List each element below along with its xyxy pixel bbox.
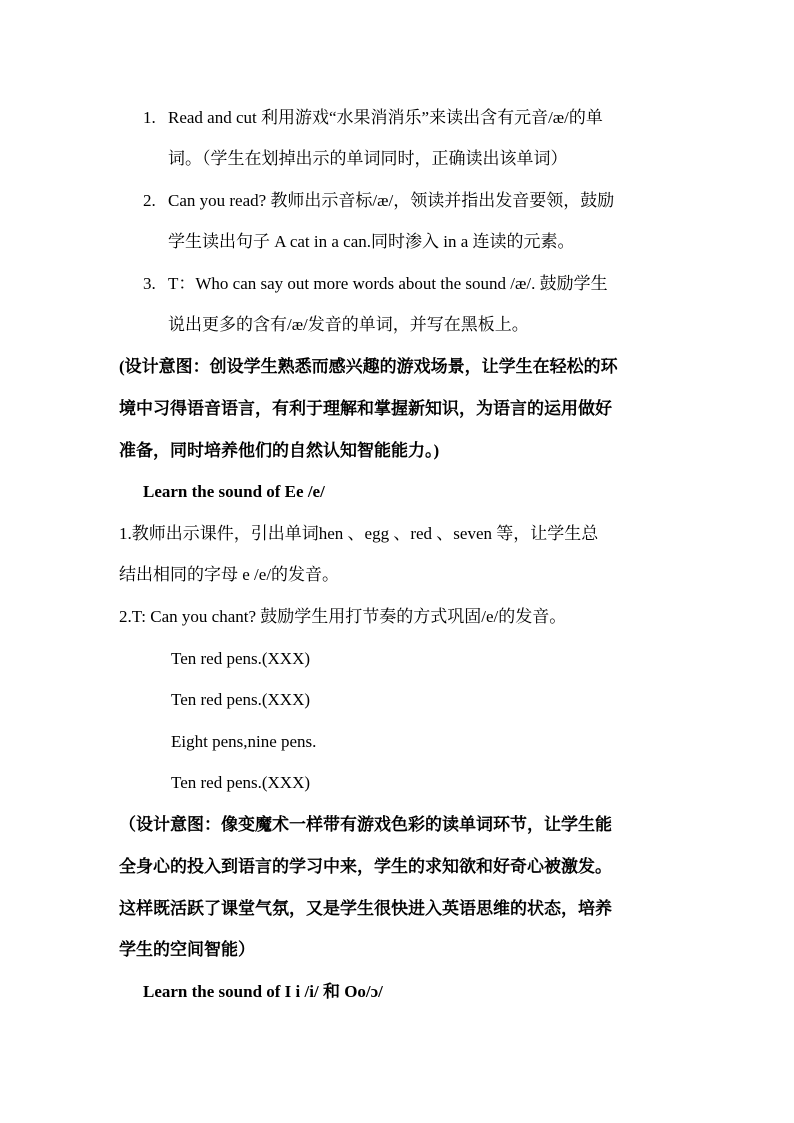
design-intent-1-line-1: (设计意图：创设学生熟悉而感兴趣的游戏场景，让学生在轻松的环 [119,357,618,376]
item-3-line-2: 说出更多的含有/æ/发音的单词，并写在黑板上。 [168,315,529,334]
chant-line: Ten red pens.(XXX) [171,773,311,792]
item-1-line-2: 词。（学生在划掉出示的单词同时，正确读出该单词） [168,149,568,168]
e-step-1-line-2: 结出相同的字母 e /e/的发音。 [119,565,340,584]
item-3-number: 3. [143,274,156,293]
chant-line: Ten red pens.(XXX) [171,649,311,668]
design-intent-2-line-3: 这样既活跃了课堂气氛，又是学生很快进入英语思维的状态，培养 [119,899,612,918]
e-step-2: 2.T: Can you chant? 鼓励学生用打节奏的方式巩固/e/的发音。 [119,607,567,626]
chant-line: Ten red pens.(XXX) [171,690,311,709]
design-intent-2-line-1: （设计意图：像变魔术一样带有游戏色彩的读单词环节，让学生能 [119,815,612,834]
item-2-line-1: Can you read? 教师出示音标/æ/，领读并指出发音要领，鼓励 [168,191,615,210]
design-intent-2-line-4: 学生的空间智能） [119,940,255,959]
design-intent-1-line-3: 准备，同时培养他们的自然认知智能能力。) [119,441,440,460]
e-step-1-line-1: 1.教师出示课件，引出单词hen 、egg 、red 、seven 等，让学生总 [119,524,599,543]
design-intent-1-line-2: 境中习得语音语言，有利于理解和掌握新知识，为语言的运用做好 [119,399,612,418]
section-heading-e: Learn the sound of Ee /e/ [143,482,325,501]
section-heading-i-o: Learn the sound of I i /i/ 和 Oo/ɔ/ [143,982,383,1001]
chant-line: Eight pens,nine pens. [171,732,317,751]
item-2-line-2: 学生读出句子 A cat in a can.同时渗入 in a 连读的元素。 [168,232,575,251]
design-intent-2-line-2: 全身心的投入到语言的学习中来，学生的求知欲和好奇心被激发。 [119,857,612,876]
item-3-line-1: T：Who can say out more words about the sound /æ/. 鼓励学生 [168,274,608,293]
item-1-number: 1. [143,108,156,127]
item-2-number: 2. [143,191,156,210]
item-1-line-1: Read and cut 利用游戏“水果消消乐”来读出含有元音/æ/的单 [168,108,603,127]
